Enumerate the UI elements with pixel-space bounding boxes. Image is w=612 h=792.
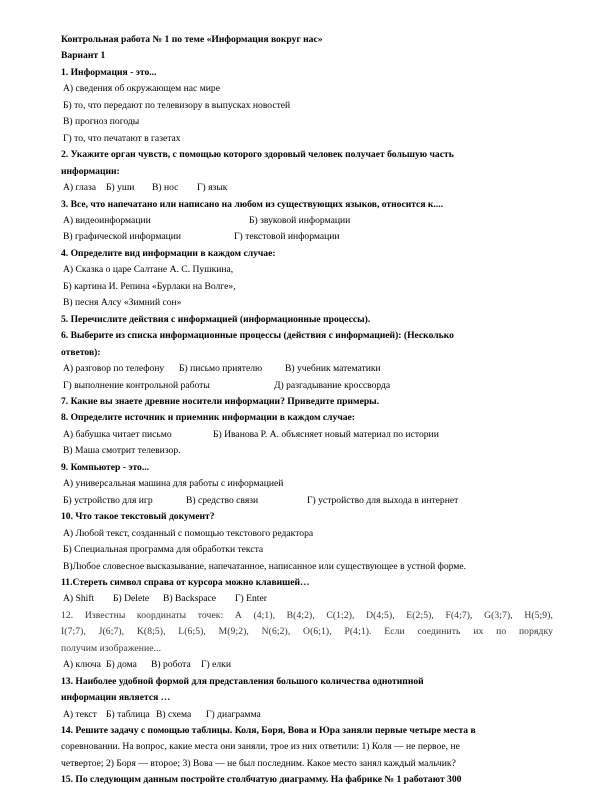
q9-options-row-2 — [61, 493, 553, 509]
q13-option-a: А) текст — [63, 708, 97, 720]
variant-label: Вариант 1 — [61, 50, 106, 62]
q1-option-a: А) сведения об окружающем нас мире — [63, 83, 220, 95]
q6-options-row-2 — [61, 378, 553, 394]
q3-option-d: Г) текстовой информации — [234, 231, 340, 243]
question-12-line-3: получим изображение... — [61, 642, 162, 654]
q12-option-b: Б) дома — [106, 659, 137, 671]
worksheet-page — [61, 32, 553, 789]
question-15: 15. По следующим данным постройте столбчатую диаграмму. На фабрике № 1 работают 300 — [61, 774, 462, 786]
q11-options — [61, 591, 553, 607]
q13-option-c: В) схема — [156, 708, 192, 720]
q6-option-c: В) учебник математики — [285, 363, 381, 375]
question-9: 9. Компьютер - это... — [61, 461, 150, 473]
question-5: 5. Перечислите действия с информацией (информационные процессы). — [61, 313, 371, 325]
q9-option-b: Б) устройство для игр — [63, 494, 153, 506]
q2-options — [61, 180, 553, 196]
question-11: 11.Стереть символ справа от курсора можно клавишей… — [61, 576, 310, 588]
question-13-line-2: информации является … — [61, 692, 171, 704]
question-1: 1. Информация - это... — [61, 66, 157, 78]
q3-options-row-1 — [61, 213, 553, 229]
q1-option-c: В) прогноз погоды — [63, 116, 140, 128]
q9-option-d: Г) устройство для выхода в интернет — [307, 494, 459, 506]
question-2-line-2: информации: — [61, 165, 120, 177]
question-3: 3. Все, что напечатано или написано на любом из существующих языков, относится к.... — [61, 198, 444, 210]
q13-option-b: Б) таблица — [106, 708, 150, 720]
q4-option-b: Б) картина И. Репина «Бурлаки на Волге», — [63, 280, 236, 292]
question-4: 4. Определите вид информации в каждом случае: — [61, 247, 276, 259]
q11-option-d: Г) Enter — [235, 593, 267, 605]
question-12-line-2: I(7;7), J(6;7), K(8;5), L(6;5), M(9;2), N(6;2), O(6;1), P(4;1). Если соединить их по порядку — [61, 626, 553, 638]
q6-options-row-1 — [61, 361, 553, 377]
q13-option-d: Г) диаграмма — [206, 708, 261, 720]
q3-options-row-2 — [61, 229, 553, 245]
q11-option-c: В) Backspace — [163, 593, 217, 605]
q11-option-a: А) Shift — [63, 593, 95, 605]
q2-option-b: Б) уши — [106, 182, 135, 194]
question-14-line-2: соревновании. На вопрос, какие места они заняли, трое из них ответили: 1) Коля — не первое, не — [61, 741, 460, 753]
q6-option-a: А) разговор по телефону — [63, 363, 165, 375]
q3-option-b: Б) звуковой информации — [249, 214, 351, 226]
q9-option-c: В) средство связи — [186, 494, 259, 506]
q4-option-c: В) песня Алсу «Зимний сон» — [63, 297, 182, 309]
q8-option-b: Б) Иванова Р. А. объясняет новый материал по истории — [213, 428, 439, 440]
q13-options — [61, 707, 553, 723]
question-2-line-1: 2. Укажите орган чувств, с помощью которого здоровый человек получает большую часть — [61, 149, 454, 161]
q9-option-a: А) универсальная машина для работы с информацией — [63, 478, 284, 490]
q12-option-d: Г) елки — [201, 659, 231, 671]
page-title: Контрольная работа № 1 по теме «Информация вокруг нас» — [61, 34, 323, 45]
q12-option-c: В) робота — [151, 659, 191, 671]
question-7: 7. Какие вы знаете древние носители информации? Приведите примеры. — [61, 395, 380, 407]
q8-options-row-1 — [61, 427, 553, 443]
question-6-line-2: ответов): — [61, 346, 101, 358]
q3-option-c: В) графической информации — [63, 231, 182, 243]
q6-option-d: Г) выполнение контрольной работы — [63, 379, 210, 391]
q4-option-a: А) Сказка о царе Салтане А. С. Пушкина, — [63, 264, 234, 276]
q8-option-c: В) Маша смотрит телевизор. — [63, 445, 181, 457]
q6-option-b: Б) письмо приятелю — [179, 363, 263, 375]
q1-option-b: Б) то, что передают по телевизору в выпусках новостей — [63, 99, 291, 111]
question-12-line-1: 12. Известны координаты точек: А (4;1), В(4;2), С(1;2), D(4;5), E(2;5), F(4;7), G(3;7), H(5;9), — [61, 609, 553, 621]
q2-option-c: В) нос — [152, 182, 179, 194]
q10-option-c: В)Любое словесное высказывание, напечатанное, написанное или существующее в устной форме. — [63, 560, 467, 572]
question-6-line-1: 6. Выберите из списка информационные процессы (действия с информацией): (Несколько — [61, 330, 454, 342]
q10-option-a: А) Любой текст, созданный с помощью текстового редактора — [63, 527, 314, 539]
q8-option-a: А) бабушка читает письмо — [63, 428, 172, 440]
question-10: 10. Что такое текстовый документ? — [61, 511, 215, 523]
q11-option-b: Б) Delete — [113, 593, 150, 605]
q10-option-b: Б) Специальная программа для обработки текста — [63, 544, 264, 556]
q1-option-d: Г) то, что печатают в газетах — [63, 132, 181, 144]
question-14-line-1: 14. Решите задачу с помощью таблицы. Коля, Боря, Вова и Юра заняли первые четыре места в — [61, 725, 476, 737]
question-13-line-1: 13. Наиболее удобной формой для представления большого количества однотипной — [61, 675, 424, 687]
q3-option-a: А) видеоинформации — [63, 214, 151, 226]
q6-option-e: Д) разгадывание кроссворда — [274, 379, 391, 391]
q2-option-a: А) глаза — [63, 182, 97, 194]
q12-option-a: А) ключа — [63, 659, 101, 671]
question-8: 8. Определите источник и приемник информации в каждом случае: — [61, 412, 355, 424]
q12-options — [61, 657, 553, 673]
q2-option-d: Г) язык — [197, 182, 228, 194]
question-14-line-3: четвертое; 2) Боря — второе; 3) Вова — не был последним. Какое место занял каждый мальчик? — [61, 757, 456, 769]
